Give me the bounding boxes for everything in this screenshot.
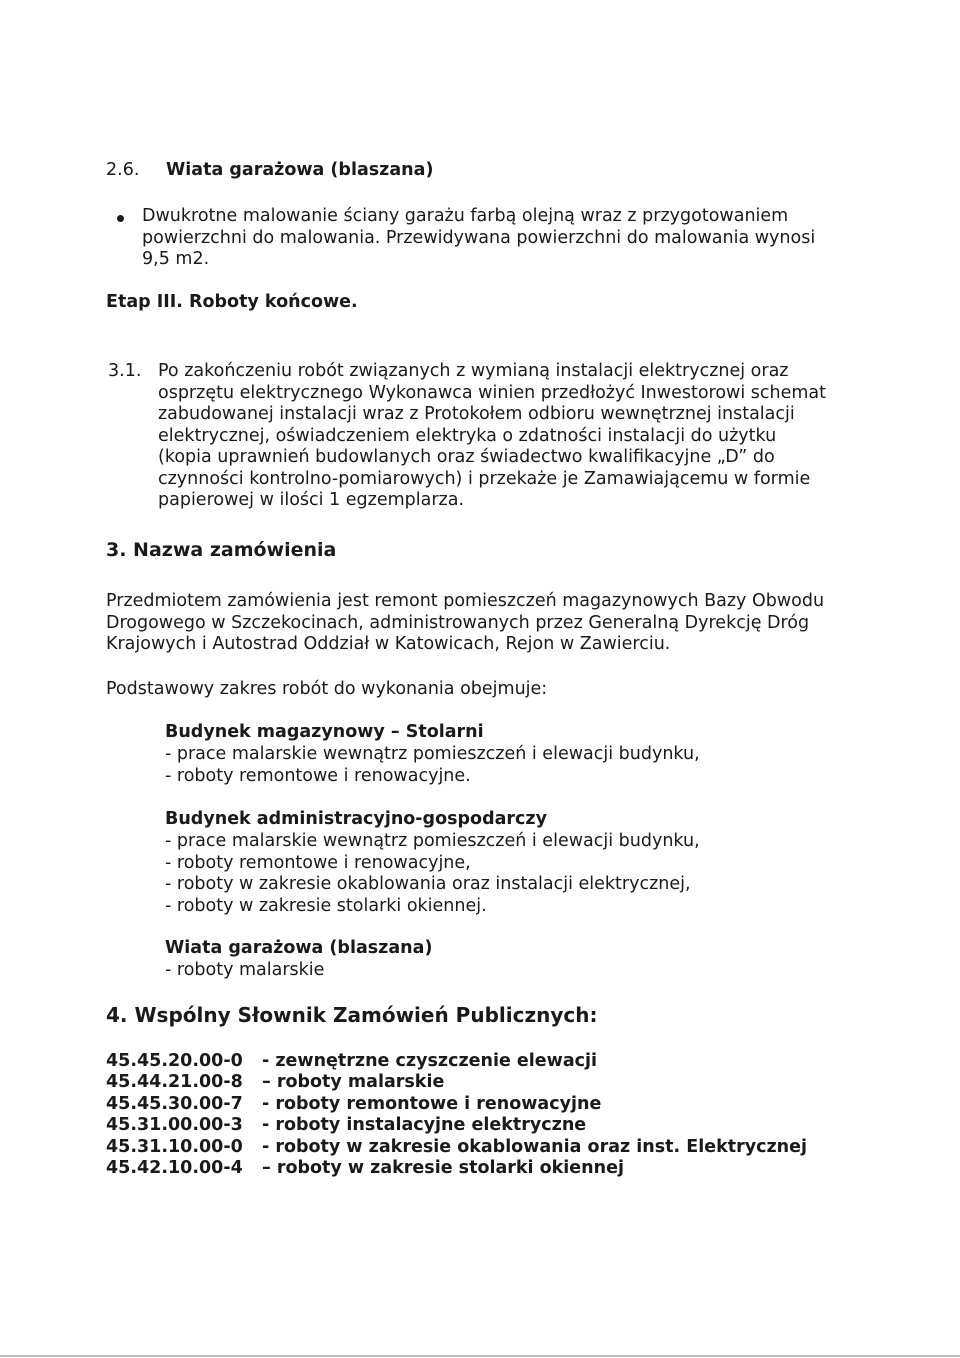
- section-3-1-paragraph: [158, 361, 826, 512]
- paragraph-line: zabudowanej instalacji wraz z Protokołem odbioru wewnętrznej instalacji: [158, 404, 795, 424]
- section-4-heading: 4. Wspólny Słownik Zamówień Publicznych:: [106, 1003, 598, 1027]
- cpv-code: 45.31.10.00-0: [106, 1137, 243, 1157]
- paragraph-line: czynności kontrolno-pomiarowych) i przekaże je Zamawiającemu w formie: [158, 468, 811, 489]
- list-item: - roboty w zakresie okablowania oraz instalacji elektrycznej,: [165, 874, 691, 894]
- cpv-code: 45.42.10.00-4: [106, 1158, 243, 1178]
- cpv-description: - roboty instalacyjne elektryczne: [262, 1115, 587, 1135]
- bullet-icon: [117, 215, 124, 222]
- list-item: - roboty remontowe i renowacyjne,: [165, 852, 471, 873]
- section-3-1-number: 3.1.: [108, 361, 142, 381]
- section-2-6-bullet: [142, 206, 815, 271]
- section-2-6-title: Wiata garażowa (blaszana): [166, 160, 434, 180]
- cpv-description: - zewnętrzne czyszczenie elewacji: [262, 1051, 598, 1071]
- list-item: - prace malarskie wewnątrz pomieszczeń i elewacji budynku,: [165, 831, 700, 851]
- group-title: Budynek magazynowy – Stolarni: [165, 722, 484, 742]
- bullet-line: powierzchni do malowania. Przewidywana powierzchni do malowania wynosi: [142, 227, 816, 248]
- cpv-code: 45.31.00.00-3: [106, 1115, 243, 1135]
- etap-title: Etap III. Roboty końcowe.: [106, 292, 358, 312]
- cpv-code: 45.45.30.00-7: [106, 1094, 243, 1114]
- section-3-heading: 3. Nazwa zamówienia: [106, 539, 337, 561]
- page-bottom-edge: [0, 1355, 960, 1357]
- paragraph-line: elektrycznej, oświadczeniem elektryka o zdatności instalacji do użytku: [158, 425, 777, 446]
- group-items: [165, 831, 700, 917]
- paragraph-line: Drogowego w Szczekocinach, administrowanych przez Generalną Dyrekcję Dróg: [106, 612, 810, 633]
- paragraph-line: osprzętu elektrycznego Wykonawca winien przedłożyć Inwestorowi schemat: [158, 382, 827, 403]
- paragraph-line: (kopia uprawnień budowlanych oraz świadectwo kwalifikacyjne „D” do: [158, 447, 775, 467]
- section-3-intro: [106, 591, 824, 656]
- group-title: Budynek administracyjno-gospodarczy: [165, 809, 548, 829]
- cpv-description: – roboty malarskie: [262, 1072, 445, 1092]
- list-item: - roboty malarskie: [165, 960, 325, 980]
- list-item: - roboty w zakresie stolarki okiennej.: [165, 895, 487, 916]
- paragraph-line: Krajowych i Autostrad Oddział w Katowicach, Rejon w Zawierciu.: [106, 634, 671, 654]
- group-title: Wiata garażowa (blaszana): [165, 938, 433, 958]
- bullet-line: 9,5 m2.: [142, 249, 210, 269]
- cpv-description: – roboty w zakresie stolarki okiennej: [262, 1158, 624, 1178]
- cpv-description: - roboty remontowe i renowacyjne: [262, 1094, 602, 1114]
- group-items: [165, 960, 324, 982]
- section-2-6-number: 2.6.: [106, 160, 140, 180]
- paragraph-line: papierowej w ilości 1 egzemplarza.: [158, 490, 464, 510]
- paragraph-line: Przedmiotem zamówienia jest remont pomieszczeń magazynowych Bazy Obwodu: [106, 591, 825, 611]
- cpv-code: 45.44.21.00-8: [106, 1072, 243, 1092]
- scope-intro: Podstawowy zakres robót do wykonania obejmuje:: [106, 679, 548, 699]
- list-item: - prace malarskie wewnątrz pomieszczeń i elewacji budynku,: [165, 744, 700, 764]
- group-items: [165, 744, 700, 787]
- cpv-description: - roboty w zakresie okablowania oraz inst. Elektrycznej: [262, 1137, 808, 1157]
- bullet-line: Dwukrotne malowanie ściany garażu farbą olejną wraz z przygotowaniem: [142, 206, 789, 226]
- list-item: - roboty remontowe i renowacyjne.: [165, 765, 471, 786]
- cpv-code: 45.45.20.00-0: [106, 1051, 243, 1071]
- paragraph-line: Po zakończeniu robót związanych z wymianą instalacji elektrycznej oraz: [158, 361, 789, 381]
